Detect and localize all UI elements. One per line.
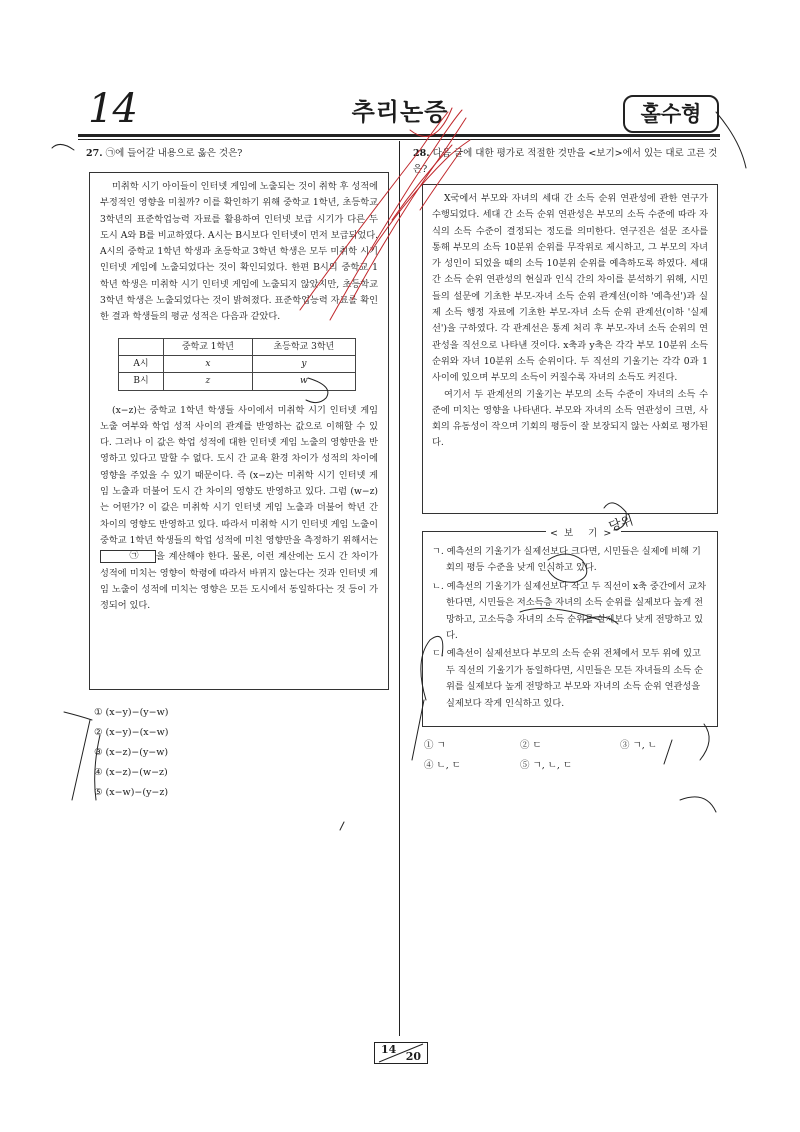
q28-number: 28. [413,148,430,159]
q28-choices [424,736,724,776]
q27-prompt [86,146,386,162]
table-cell: y [252,355,355,372]
table-cell: x [164,355,253,372]
pen-stroke [52,144,74,150]
table-row [119,373,356,390]
q27-score-table [118,338,356,391]
q28-choice-4[interactable]: ④ ㄴ, ㄷ [424,760,461,771]
table-header-row [119,338,356,355]
header-rule-thin [78,139,720,140]
q27-choice-3[interactable]: ③ (x−z)−(y−w) [94,747,169,758]
header-rule [78,134,720,137]
table-cell: A시 [119,355,164,372]
bogi-label: <보 기> [546,525,621,539]
q28-bogi-box [422,531,718,727]
q28-choice-1[interactable]: ① ㄱ [424,740,446,751]
pen-stroke [72,720,90,800]
q27-paragraph-2-after: 을 계산해야 한다. 물론, 이런 계산에는 도시 간 차이가 성적에 미치는 영향이 학령에 따라서 바뀌지 않는다는 것과 인터넷 게임 노출이 성적에 미치는 영향은 모든 도시에서 동일하다는 것 등이 가정되어 있다. [100,551,378,612]
q27-paragraph-2 [100,403,378,615]
bogi-item-2: ㄴ. 예측선의 기울기가 실제선보다 작고 두 직선이 x축 중간에서 교차한다면, 시민들은 저소득층 자녀의 소득 순위를 실제보다 높게 전망하고, 고소득층 자녀의 소득 순위를 실제보다 낮게 전망하고 있다. [432,580,707,642]
handwritten-note: 당위 [607,513,636,536]
q27-number: 27. [86,148,103,159]
q27-choice-4[interactable]: ④ (x−z)−(w−z) [94,767,168,778]
bogi-item-3: ㄷ. 예측선이 실제선보다 부모의 소득 순위 전체에서 모두 위에 있고 두 직선의 기울기가 동일하다면, 시민들은 모든 자녀들의 소득 순위를 실제보다 높게 전망하고 부모와 자녀의 소득 순위 연관성을 실제보다 작게 인식하고 있다. [432,648,704,709]
table-row [119,355,356,372]
q27-choices [94,703,354,803]
pen-stroke [680,797,716,812]
page-title: 추리논증 [351,98,449,126]
exam-type-badge: 홀수형 [623,95,719,133]
column-divider [399,141,400,1036]
page-indicator [374,1042,428,1064]
table-cell: w [252,373,355,390]
table-header: 초등학교 3학년 [252,338,355,355]
current-page: 14 [381,1043,397,1056]
table-cell [119,338,164,355]
q27-blank-box: ㉠ [100,550,156,563]
table-cell: B시 [119,373,164,390]
q27-choice-2[interactable]: ② (x−y)−(x−w) [94,727,169,738]
q27-choice-5[interactable]: ⑤ (x−w)−(y−z) [94,787,169,798]
q27-prompt-text: ㉠에 들어갈 내용으로 옳은 것은? [105,148,243,159]
q28-choice-5[interactable]: ⑤ ㄱ, ㄴ, ㄷ [520,760,573,771]
q28-choice-3[interactable]: ③ ㄱ, ㄴ [620,740,657,751]
q27-passage [89,172,389,690]
table-cell: z [164,373,253,390]
bogi-item-1: ㄱ. 예측선의 기울기가 실제선보다 크다면, 시민들은 실제에 비해 기회의 평등 수준을 낮게 인식하고 있다. [432,546,701,574]
q28-prompt-text: 다음 글에 대한 평가로 적절한 것만을 <보기>에서 있는 대로 고른 것은? [413,148,718,175]
page-number: 14 [88,86,137,132]
q28-passage [422,184,718,514]
total-pages: 20 [405,1050,421,1063]
q27-paragraph-2-before: (x−z)는 중학교 1학년 학생들 사이에서 미취학 시기 인터넷 게임 노출 여부와 학업 성적 사이의 관계를 반영하는 값으로 이해할 수 있다. 그러나 이 값은 학업 성적에 대한 인터넷 게임 노출의 영향만을 반영하고 있다고 말할 수 없다. 도시 간 교육 환경 차이가 성적의 차이에 영향을 주었을 수 있기 때문이다. 즉 (x−z)는 미취학 시기 인터넷 게임 노출과 더불어 도시 간 차이의 영향도 반영하고 있다. 그럼 (w−z)는 어떤가? 이 값은 미취학 시기 인터넷 게임 노출과 더불어 학년 간 차이의 영향도 반영하고 있다. 따라서 미취학 시기 인터넷 게임 노출이 중학교 1학년 학생들의 학업 성적에 미친 영향만을 측정하기 위해서는 [100,404,378,546]
q28-prompt [413,146,721,178]
q28-paragraph-2: 여기서 두 관계선의 기울기는 부모의 소득 수준이 자녀의 소득 수준에 미치는 영향을 나타낸다. 부모와 자녀의 소득 연관성이 크면, 사회의 유동성이 작으며 기회의 평등이 잘 보장되지 않는 사회로 평가된다. [432,388,708,449]
table-header: 중학교 1학년 [164,338,253,355]
pen-stroke [64,712,92,720]
q27-choice-1[interactable]: ① (x−y)−(y−w) [94,707,169,718]
q28-choice-2[interactable]: ② ㄷ [520,740,542,751]
q27-paragraph-1: 미취학 시기 아이들이 인터넷 게임에 노출되는 것이 취학 후 성적에 부정적인 영향을 미칠까? 이를 확인하기 위해 중학교 1학년, 초등학교 3학년의 표준학업능력 자료를 활용하여 인터넷 보급 시기가 다른 두 도시 A와 B를 비교하였다. A시는 B시보다 인터넷이 먼저 보급되었다. A시의 중학교 1학년 학생과 초등학교 3학년 학생은 모두 미취학 시기 인터넷 게임에 노출되었다는 것이 확인되었다. 한편 B시의 중학교 1학년 학생은 미취학 시기 인터넷 게임에 노출되지 않았지만, 초등학교 3학년 학생은 노출되었다는 것이 밝혀졌다. 표준학업능력 자료를 확인한 결과 학생들의 평균 성적은 다음과 같았다. [100,181,378,323]
q28-paragraph-1: X국에서 부모와 자녀의 세대 간 소득 순위 연관성에 관한 연구가 수행되었다. 세대 간 소득 순위 연관성은 부모의 소득 수준에 따라 자식의 소득 수준이 결정되는 정도를 의미한다. 연구진은 설문 조사를 통해 부모의 소득 10분위 순위를 무작위로 제시하고, 그 부모의 자녀가 성인이 되었을 때의 소득 10분위 순위를 예측하도록 하였다. 세대 간 소득 순위 연관성의 현실과 인식 간의 차이를 분석하기 위해, 시민들의 설문에 기초한 부모-자녀 소득 순위 관계선(이하 '예측선')과 실제 소득 행정 자료에 기초한 부모-자녀 소득 순위 관계선(이하 '실제선')을 구하였다. 각 관계선은 통계 처리 후 부모-자녀 소득 순위의 연관성을 직선으로 나타낸 것이다. x축과 y축은 각각 부모 10분위 소득 순위와 자녀 10분위 소득 순위이다. 두 직선의 기울기는 각각 0과 1사이에 있으며 부모의 소득이 커질수록 자녀의 소득도 커진다. [432,193,708,384]
pen-stroke [340,822,344,830]
